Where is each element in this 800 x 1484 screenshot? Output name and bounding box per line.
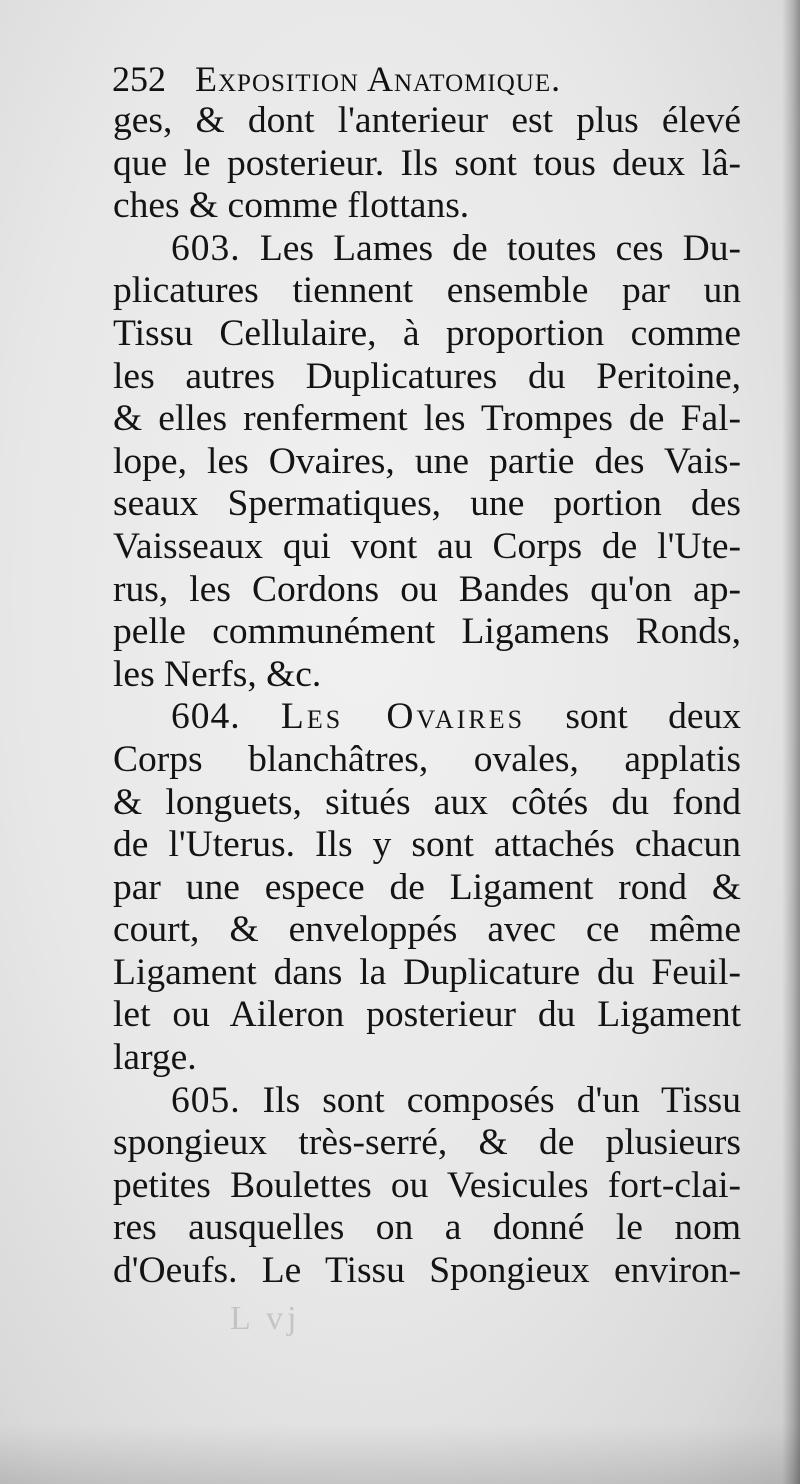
text-line: plicatures tiennent ensemble par un	[113, 270, 741, 312]
text-line: res ausquelles on a donné le nom	[113, 1207, 741, 1249]
paragraph-start-605: 605. Ils sont composés d'un Tissu	[171, 1079, 742, 1121]
page-edge-shadow	[782, 0, 800, 1484]
paragraph-number: 603.	[171, 227, 241, 269]
signature-mark: L vj	[230, 1300, 301, 1337]
text-line: Corps blanchâtres, ovales, applatis	[113, 738, 741, 780]
paragraph-start-603: 603. Les Lames de toutes ces Du-	[171, 227, 741, 269]
body-text	[113, 100, 741, 1293]
text-line: d'Oeufs. Le Tissu Spongieux environ-	[113, 1250, 741, 1292]
text-line: court, & enveloppés avec ce même	[113, 909, 741, 951]
text-line: lope, les Ovaires, une partie des Vais-	[113, 440, 741, 482]
paragraph-number: 604.	[171, 696, 241, 738]
text-line: large.	[113, 1037, 197, 1079]
text-line: Ligament dans la Duplicature du Feuil-	[113, 951, 741, 993]
text-line: pelle communément Ligamens Ronds,	[113, 611, 741, 653]
page-header	[112, 58, 561, 100]
text-line: seaux Spermatiques, une portion des	[113, 483, 741, 525]
text-line: les Nerfs, &c.	[113, 653, 322, 695]
text-line: par une espece de Ligament rond &	[113, 866, 741, 908]
text-line: Vaisseaux qui vont au Corps de l'Ute-	[113, 525, 741, 567]
text-line: rus, les Cordons ou Bandes qu'on ap-	[113, 568, 741, 610]
paragraph-number: 605.	[171, 1079, 241, 1121]
running-title: Exposition Anatomique.	[195, 59, 562, 99]
paragraph-start-604: 604. Les Ovaires sont deux	[171, 696, 742, 738]
text-line: let ou Aileron posterieur du Ligament	[113, 994, 741, 1036]
text-line: & elles renferment les Trompes de Fal-	[113, 398, 741, 440]
text-line: ches & comme flottans.	[113, 185, 470, 227]
text-line: & longuets, situés aux côtés du fond	[113, 781, 741, 823]
page-number: 252	[112, 59, 166, 99]
text-line: ges, & dont l'anterieur est plus élevé	[113, 100, 741, 141]
text-line: spongieux très-serré, & de plusieurs	[113, 1122, 741, 1164]
text-line: petites Boulettes ou Vesicules fort-clai-	[113, 1164, 741, 1206]
text-line: de l'Uterus. Ils y sont attachés chacun	[113, 824, 741, 866]
text-line: les autres Duplicatures du Peritoine,	[113, 355, 741, 397]
section-heading: Les Ovaires	[280, 696, 526, 738]
text-line: que le posterieur. Ils sont tous deux lâ-	[113, 142, 741, 184]
page-bottom-shadow	[0, 1424, 800, 1484]
text-line: Tissu Cellulaire, à proportion comme	[113, 312, 741, 354]
